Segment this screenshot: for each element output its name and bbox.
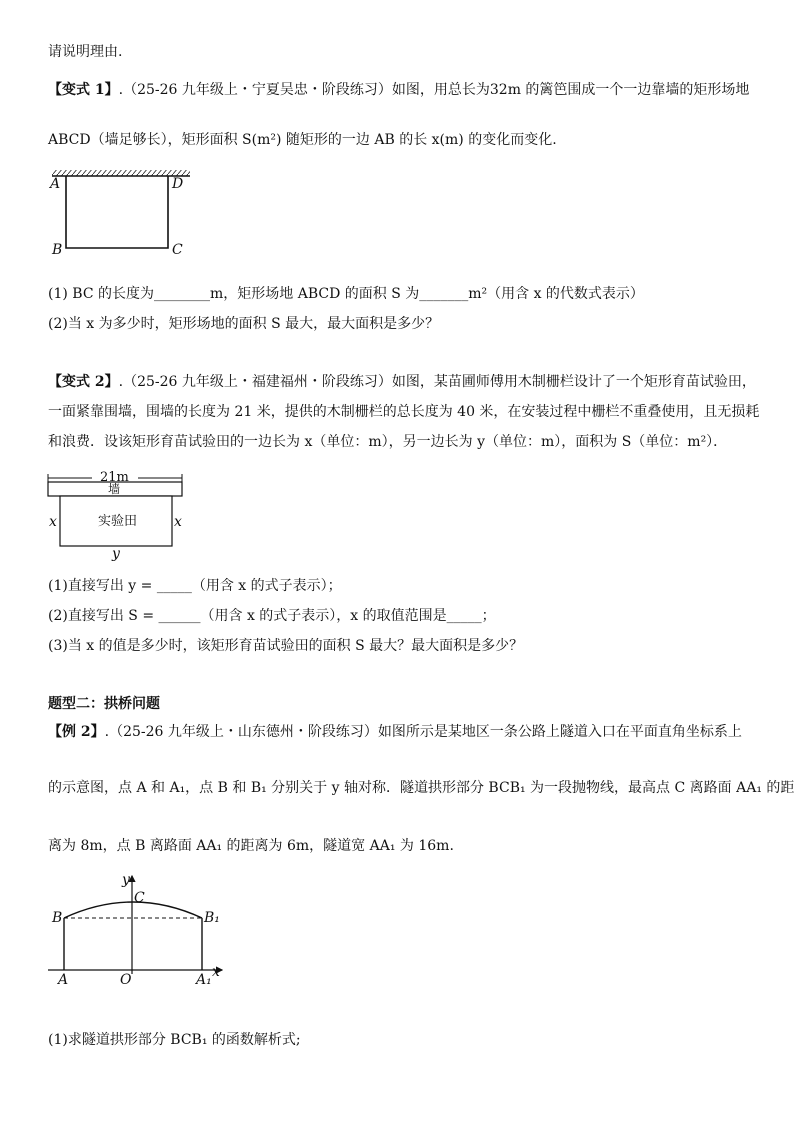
side-label-x-right: x [174, 514, 182, 530]
problem-text: .（25-26 九年级上・福建福州・阶段练习）如图，某苗圃师傅用木制栅栏设计了一个矩形育苗试验田， [118, 374, 756, 390]
point-label-d: D [172, 176, 184, 192]
parabola-arch [64, 902, 202, 918]
question-1: (1)直接写出 y = _____（用含 x 的式子表示）； [48, 578, 342, 594]
side-label-y: y [112, 546, 120, 562]
problem-label: 【例 2】 [48, 724, 105, 740]
width-label: 21m [100, 470, 129, 485]
text-line: 请说明理由. [48, 44, 123, 60]
problem-text: .（25-26 九年级上・山东德州・阶段练习）如图所示是某地区一条公路上隧道入口在平面直角坐标系上 [104, 724, 742, 740]
text-line: 一面紧靠围墙，围墙的长度为 21 米，提供的木制栅栏的总长度为 40 米，在安装过程中栅栏不重叠使用，且无损耗 [48, 404, 760, 420]
point-label-a1: A₁ [196, 972, 212, 988]
figure-rectangle-wall [48, 168, 198, 260]
text-line: 和浪费．设该矩形育苗试验田的一边长为 x（单位：m），另一边长为 y（单位：m），面积为 S（单位：m²）． [48, 434, 728, 450]
field-label: 实验田 [98, 514, 138, 529]
text-line: 离为 8m，点 B 离路面 AA₁ 的距离为 6m，隧道宽 AA₁ 为 16m. [48, 838, 454, 854]
wall-hatch [52, 170, 190, 176]
point-label-b1: B₁ [204, 910, 220, 926]
point-label-a: A [50, 176, 61, 192]
point-label-c: C [172, 242, 183, 258]
axis-label-x: x [212, 964, 220, 980]
fence-outline [66, 176, 168, 248]
point-label-b: B [52, 910, 63, 926]
question-1: (1)求隧道拱形部分 BCB₁ 的函数解析式; [48, 1032, 301, 1048]
text-line: 的示意图，点 A 和 A₁，点 B 和 B₁ 分别关于 y 轴对称．隧道拱形部分 BCB₁ 为一段抛物线，最高点 C 离路面 AA₁ 的距 [48, 780, 795, 796]
point-label-b: B [52, 242, 63, 258]
problem-label: 【变式 1】 [48, 82, 119, 98]
problem-label: 【变式 2】 [48, 374, 119, 390]
text-line: ABCD（墙足够长），矩形面积 S(m²) 随矩形的一边 AB 的长 x(m) 的变化而变化. [48, 132, 557, 148]
question-2: (2)直接写出 S = ______（用含 x 的式子表示），x 的取值范围是_____； [48, 608, 496, 624]
question-2: (2)当 x 为多少时，矩形场地的面积 S 最大，最大面积是多少？ [48, 316, 440, 332]
problem-variant-1 [48, 80, 749, 100]
problem-text: .（25-26 九年级上・宁夏吴忠・阶段练习）如图，用总长为32m 的篱笆围成一个一边靠墙的矩形场地 [118, 82, 750, 98]
question-3: (3)当 x 的值是多少时，该矩形育苗试验田的面积 S 最大？最大面积是多少？ [48, 638, 524, 654]
figure-tunnel [46, 870, 236, 990]
axis-label-y: y [122, 872, 130, 888]
point-label-o: O [120, 972, 132, 988]
point-label-c: C [134, 890, 145, 906]
question-1: (1) BC 的长度为________m，矩形场地 ABCD 的面积 S 为_______m²（用含 x 的代数式表示） [48, 286, 644, 302]
section-heading: 题型二：拱桥问题 [48, 696, 160, 712]
figure-experimental-field [46, 462, 196, 562]
point-label-a: A [58, 972, 69, 988]
side-label-x-left: x [49, 514, 57, 530]
wall-label: 墙 [108, 482, 121, 496]
example-2 [48, 722, 742, 742]
problem-variant-2 [48, 372, 756, 392]
